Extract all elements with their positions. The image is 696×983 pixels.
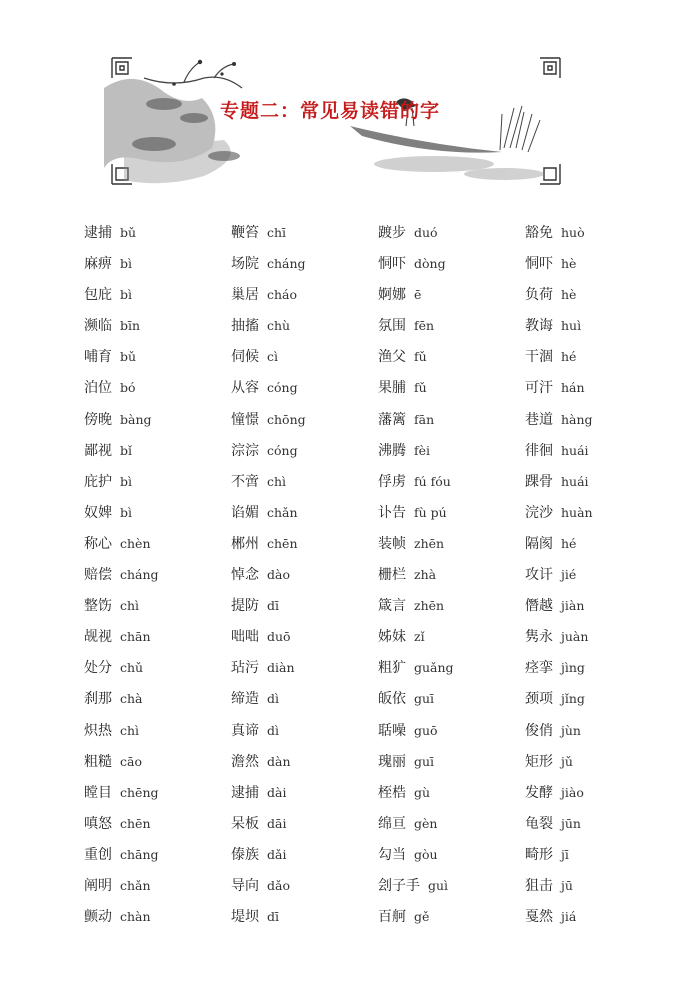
pinyin-text: juàn [561, 629, 589, 645]
word-text: 颈项 [525, 691, 553, 708]
pinyin-text: gù [414, 784, 431, 800]
word-entry [84, 340, 231, 371]
word-entry [525, 776, 644, 807]
word-entry [525, 496, 644, 527]
word-entry [231, 807, 378, 838]
pinyin-text: zhēn [414, 535, 445, 551]
word-text: 果脯 [378, 380, 406, 397]
pinyin-text: guī [414, 691, 435, 707]
pinyin-text: cháng [120, 567, 159, 583]
word-text: 百舸 [378, 909, 406, 926]
word-text: 真谛 [231, 722, 259, 739]
pinyin-text: chàn [120, 909, 151, 925]
pinyin-text: jiào [561, 784, 584, 800]
word-text: 绵亘 [378, 815, 406, 832]
pinyin-text: dǎi [267, 846, 287, 862]
pinyin-text: fǔ [414, 349, 427, 365]
pinyin-text: chōng [267, 411, 306, 427]
word-text: 咄咄 [231, 629, 259, 646]
pinyin-text: gě [414, 909, 430, 925]
word-entry [84, 434, 231, 465]
pinyin-text: hé [561, 535, 577, 551]
word-text: 憧憬 [231, 411, 259, 428]
word-text: 称心 [84, 535, 112, 552]
pinyin-text: chēn [267, 535, 298, 551]
word-entry [231, 247, 378, 278]
word-entry [231, 434, 378, 465]
word-text: 痉挛 [525, 660, 553, 677]
word-entry [231, 589, 378, 620]
word-text: 重创 [84, 846, 112, 863]
pinyin-text: zhēn [414, 598, 445, 614]
word-text: 鄙视 [84, 442, 112, 459]
word-entry [231, 216, 378, 247]
word-text: 讣告 [378, 504, 406, 521]
pinyin-text: chèn [120, 535, 151, 551]
pinyin-text: gèn [414, 815, 438, 831]
word-text: 处分 [84, 660, 112, 677]
word-entry [525, 465, 644, 496]
word-text: 巢居 [231, 287, 259, 304]
word-entry [525, 527, 644, 558]
pinyin-text: chì [120, 598, 140, 614]
word-text: 赔偿 [84, 567, 112, 584]
pinyin-text: gòu [414, 846, 438, 862]
word-text: 淙淙 [231, 442, 259, 459]
word-text: 麻痹 [84, 256, 112, 273]
word-entry [378, 745, 525, 776]
word-text: 整饬 [84, 598, 112, 615]
word-text: 发酵 [525, 784, 553, 801]
word-list-grid [84, 216, 644, 931]
pinyin-text: jū [561, 877, 573, 893]
pinyin-text: guì [428, 877, 449, 893]
word-entry [378, 403, 525, 434]
word-text: 濒临 [84, 318, 112, 335]
word-entry [378, 309, 525, 340]
pinyin-text: chà [120, 691, 143, 707]
word-text: 教诲 [525, 318, 553, 335]
word-text: 恫吓 [525, 256, 553, 273]
word-entry [84, 838, 231, 869]
word-text: 伺候 [231, 349, 259, 366]
word-entry [525, 278, 644, 309]
word-text: 浣沙 [525, 504, 553, 521]
word-text: 觇视 [84, 629, 112, 646]
word-entry [84, 745, 231, 776]
word-entry [84, 309, 231, 340]
word-entry [525, 807, 644, 838]
word-text: 鞭笞 [231, 225, 259, 241]
word-text: 粗犷 [378, 660, 406, 677]
pinyin-text: jǔ [561, 753, 573, 769]
word-entry [231, 527, 378, 558]
word-entry [378, 838, 525, 869]
pinyin-text: fú fóu [414, 473, 451, 489]
word-entry [231, 651, 378, 682]
word-text: 干涸 [525, 349, 553, 366]
word-entry [378, 496, 525, 527]
word-text: 聒噪 [378, 722, 406, 739]
word-text: 澹然 [231, 753, 259, 770]
pinyin-text: chī [267, 225, 287, 240]
pinyin-text: huái [561, 473, 589, 489]
pinyin-text: bīn [120, 318, 141, 334]
word-entry [231, 371, 378, 402]
pinyin-text: hè [561, 256, 577, 272]
word-entry [231, 403, 378, 434]
pinyin-text: bàng [120, 411, 152, 427]
word-entry [231, 776, 378, 807]
word-entry [378, 651, 525, 682]
word-entry [525, 309, 644, 340]
header-banner [104, 48, 568, 194]
word-text: 从容 [231, 380, 259, 397]
word-text: 氛围 [378, 318, 406, 335]
word-text: 恫吓 [378, 256, 406, 273]
pinyin-text: ē [414, 287, 422, 303]
word-text: 徘徊 [525, 442, 553, 459]
word-entry [378, 216, 525, 247]
word-text: 场院 [231, 256, 259, 273]
word-entry [378, 247, 525, 278]
word-text: 戛然 [525, 909, 553, 926]
pinyin-text: dì [267, 691, 279, 707]
word-text: 郴州 [231, 535, 259, 552]
pinyin-text: jǐng [561, 691, 585, 707]
word-entry [84, 900, 231, 931]
word-text: 俊俏 [525, 722, 553, 739]
word-text: 不啻 [231, 473, 259, 490]
word-text: 藩篱 [378, 411, 406, 428]
word-entry [525, 589, 644, 620]
word-entry [378, 776, 525, 807]
word-text: 畸形 [525, 846, 553, 863]
word-text: 巷道 [525, 411, 553, 428]
word-text: 龟裂 [525, 815, 553, 832]
word-entry [525, 216, 644, 247]
word-text: 粗糙 [84, 753, 112, 770]
word-entry [84, 371, 231, 402]
pinyin-text: bǐ [120, 442, 132, 458]
word-entry [378, 558, 525, 589]
word-entry [378, 620, 525, 651]
word-entry [84, 403, 231, 434]
word-entry [525, 900, 644, 931]
word-entry [231, 496, 378, 527]
word-text: 哺育 [84, 349, 112, 366]
word-entry [378, 527, 525, 558]
pinyin-text: hán [561, 380, 585, 396]
pinyin-text: cāo [120, 753, 142, 769]
pinyin-text: chǎn [267, 504, 298, 520]
word-text: 悼念 [231, 567, 259, 584]
pinyin-text: fān [414, 411, 435, 427]
pinyin-text: huái [561, 442, 589, 458]
pinyin-text: jiá [561, 909, 577, 925]
word-text: 豁免 [525, 225, 553, 241]
word-entry [525, 869, 644, 900]
word-entry [378, 682, 525, 713]
word-text: 僭越 [525, 598, 553, 615]
word-text: 隔阂 [525, 535, 553, 552]
pinyin-text: zhà [414, 567, 437, 583]
pinyin-text: chì [120, 722, 140, 738]
pinyin-text: huì [561, 318, 582, 334]
pinyin-text: fǔ [414, 380, 427, 396]
word-entry [525, 682, 644, 713]
pinyin-text: hé [561, 349, 577, 365]
word-entry [84, 776, 231, 807]
word-entry [525, 434, 644, 465]
word-text: 提防 [231, 598, 259, 615]
pinyin-text: dòng [414, 256, 446, 272]
pinyin-text: duō [267, 629, 291, 645]
word-entry [84, 714, 231, 745]
word-entry [231, 869, 378, 900]
word-entry [525, 714, 644, 745]
word-text: 刹那 [84, 691, 112, 708]
pinyin-text: jūn [561, 815, 581, 831]
word-entry [231, 838, 378, 869]
word-entry [378, 714, 525, 745]
word-text: 阐明 [84, 877, 112, 894]
word-entry [378, 434, 525, 465]
pinyin-text: chēn [120, 815, 151, 831]
pinyin-text: dàn [267, 753, 291, 769]
pinyin-text: diàn [267, 660, 295, 676]
word-text: 装帧 [378, 535, 406, 552]
word-entry [525, 371, 644, 402]
pinyin-text: jī [561, 846, 569, 862]
pinyin-text: hè [561, 287, 577, 303]
word-entry [378, 869, 525, 900]
word-entry [84, 496, 231, 527]
word-text: 可汗 [525, 380, 553, 397]
word-entry [84, 651, 231, 682]
pinyin-text: dì [267, 722, 279, 738]
pinyin-text: jìng [561, 660, 585, 676]
word-entry [378, 589, 525, 620]
word-entry [231, 558, 378, 589]
pinyin-text: dāi [267, 815, 287, 831]
word-text: 炽热 [84, 722, 112, 739]
pinyin-text: chǔ [120, 660, 144, 676]
word-text: 勾当 [378, 846, 406, 863]
word-text: 矩形 [525, 753, 553, 770]
word-text: 逮捕 [84, 225, 112, 241]
word-text: 呆板 [231, 815, 259, 832]
word-text: 渔父 [378, 349, 406, 366]
pinyin-text: bì [120, 287, 132, 303]
pinyin-text: chù [267, 318, 291, 334]
word-entry [525, 620, 644, 651]
pinyin-text: bì [120, 256, 132, 272]
pinyin-text: guō [414, 722, 438, 738]
pinyin-text: jiàn [561, 598, 585, 614]
word-entry [231, 340, 378, 371]
word-entry [378, 900, 525, 931]
word-entry [231, 714, 378, 745]
word-text: 逮捕 [231, 784, 259, 801]
word-entry [84, 620, 231, 651]
word-entry [525, 838, 644, 869]
word-text: 栅栏 [378, 567, 406, 584]
pinyin-text: huàn [561, 504, 593, 520]
word-text: 踱步 [378, 225, 406, 241]
word-entry [231, 465, 378, 496]
pinyin-text: zǐ [414, 629, 425, 645]
word-text: 颤动 [84, 909, 112, 926]
word-text: 婀娜 [378, 287, 406, 304]
pinyin-text: bì [120, 504, 132, 520]
word-entry [84, 465, 231, 496]
word-entry [84, 589, 231, 620]
pinyin-text: chēng [120, 784, 159, 800]
pinyin-text: dǎo [267, 877, 290, 893]
word-text: 庇护 [84, 473, 112, 490]
word-entry [378, 278, 525, 309]
word-text: 缔造 [231, 691, 259, 708]
pinyin-text: chì [267, 473, 287, 489]
pinyin-text: cháng [267, 256, 306, 272]
word-entry [231, 278, 378, 309]
word-text: 瞠目 [84, 784, 112, 801]
word-entry [84, 216, 231, 247]
word-entry [84, 247, 231, 278]
word-entry [84, 558, 231, 589]
pinyin-text: cháo [267, 287, 298, 303]
pinyin-text: chān [120, 629, 151, 645]
pinyin-text: guǎng [414, 660, 454, 676]
word-entry [231, 309, 378, 340]
pinyin-text: cóng [267, 442, 298, 458]
word-text: 傣族 [231, 846, 259, 863]
word-text: 谄媚 [231, 504, 259, 521]
word-entry [84, 807, 231, 838]
pinyin-text: cóng [267, 380, 298, 396]
word-entry [378, 465, 525, 496]
word-text: 俘虏 [378, 473, 406, 490]
word-entry [378, 807, 525, 838]
word-text: 嗔怒 [84, 815, 112, 832]
pinyin-text: huò [561, 225, 585, 240]
word-text: 泊位 [84, 380, 112, 397]
word-text: 刽子手 [378, 877, 420, 894]
word-entry [525, 651, 644, 682]
pinyin-text: dī [267, 909, 279, 925]
word-text: 负荷 [525, 287, 553, 304]
pinyin-text: dào [267, 567, 290, 583]
pinyin-text: bǔ [120, 349, 137, 365]
word-entry [525, 403, 644, 434]
word-entry [84, 527, 231, 558]
word-text: 踝骨 [525, 473, 553, 490]
pinyin-text: fēn [414, 318, 435, 334]
word-text: 隽永 [525, 629, 553, 646]
pinyin-text: bǔ [120, 225, 137, 240]
word-text: 沸腾 [378, 442, 406, 459]
word-text: 傍晚 [84, 411, 112, 428]
word-entry [378, 371, 525, 402]
word-text: 包庇 [84, 287, 112, 304]
word-text: 堤坝 [231, 909, 259, 926]
word-entry [231, 745, 378, 776]
word-entry [378, 340, 525, 371]
pinyin-text: jùn [561, 722, 581, 738]
word-entry [231, 682, 378, 713]
pinyin-text: fèi [414, 442, 431, 458]
pinyin-text: chāng [120, 846, 159, 862]
word-text: 皈依 [378, 691, 406, 708]
word-entry [231, 900, 378, 931]
word-entry [525, 340, 644, 371]
word-text: 狙击 [525, 877, 553, 894]
page-title: 专题二：常见易读错的字 [220, 100, 441, 122]
word-text: 姊妹 [378, 629, 406, 646]
pinyin-text: bì [120, 473, 132, 489]
word-entry [525, 247, 644, 278]
pinyin-text: dài [267, 784, 287, 800]
word-entry [525, 745, 644, 776]
word-entry [84, 869, 231, 900]
word-entry [84, 682, 231, 713]
word-text: 导向 [231, 877, 259, 894]
word-text: 奴婢 [84, 504, 112, 521]
word-text: 玷污 [231, 660, 259, 677]
pinyin-text: chǎn [120, 877, 151, 893]
pinyin-text: duó [414, 225, 438, 240]
word-entry [231, 620, 378, 651]
word-text: 攻讦 [525, 567, 553, 584]
pinyin-text: cì [267, 349, 278, 365]
pinyin-text: jié [561, 567, 577, 583]
pinyin-text: guī [414, 753, 435, 769]
word-text: 瑰丽 [378, 753, 406, 770]
pinyin-text: hàng [561, 411, 593, 427]
pinyin-text: bó [120, 380, 136, 396]
word-entry [84, 278, 231, 309]
word-text: 桎梏 [378, 784, 406, 801]
pinyin-text: dī [267, 598, 279, 614]
pinyin-text: fù pú [414, 504, 447, 520]
word-text: 箴言 [378, 598, 406, 615]
word-text: 抽搐 [231, 318, 259, 335]
word-entry [525, 558, 644, 589]
